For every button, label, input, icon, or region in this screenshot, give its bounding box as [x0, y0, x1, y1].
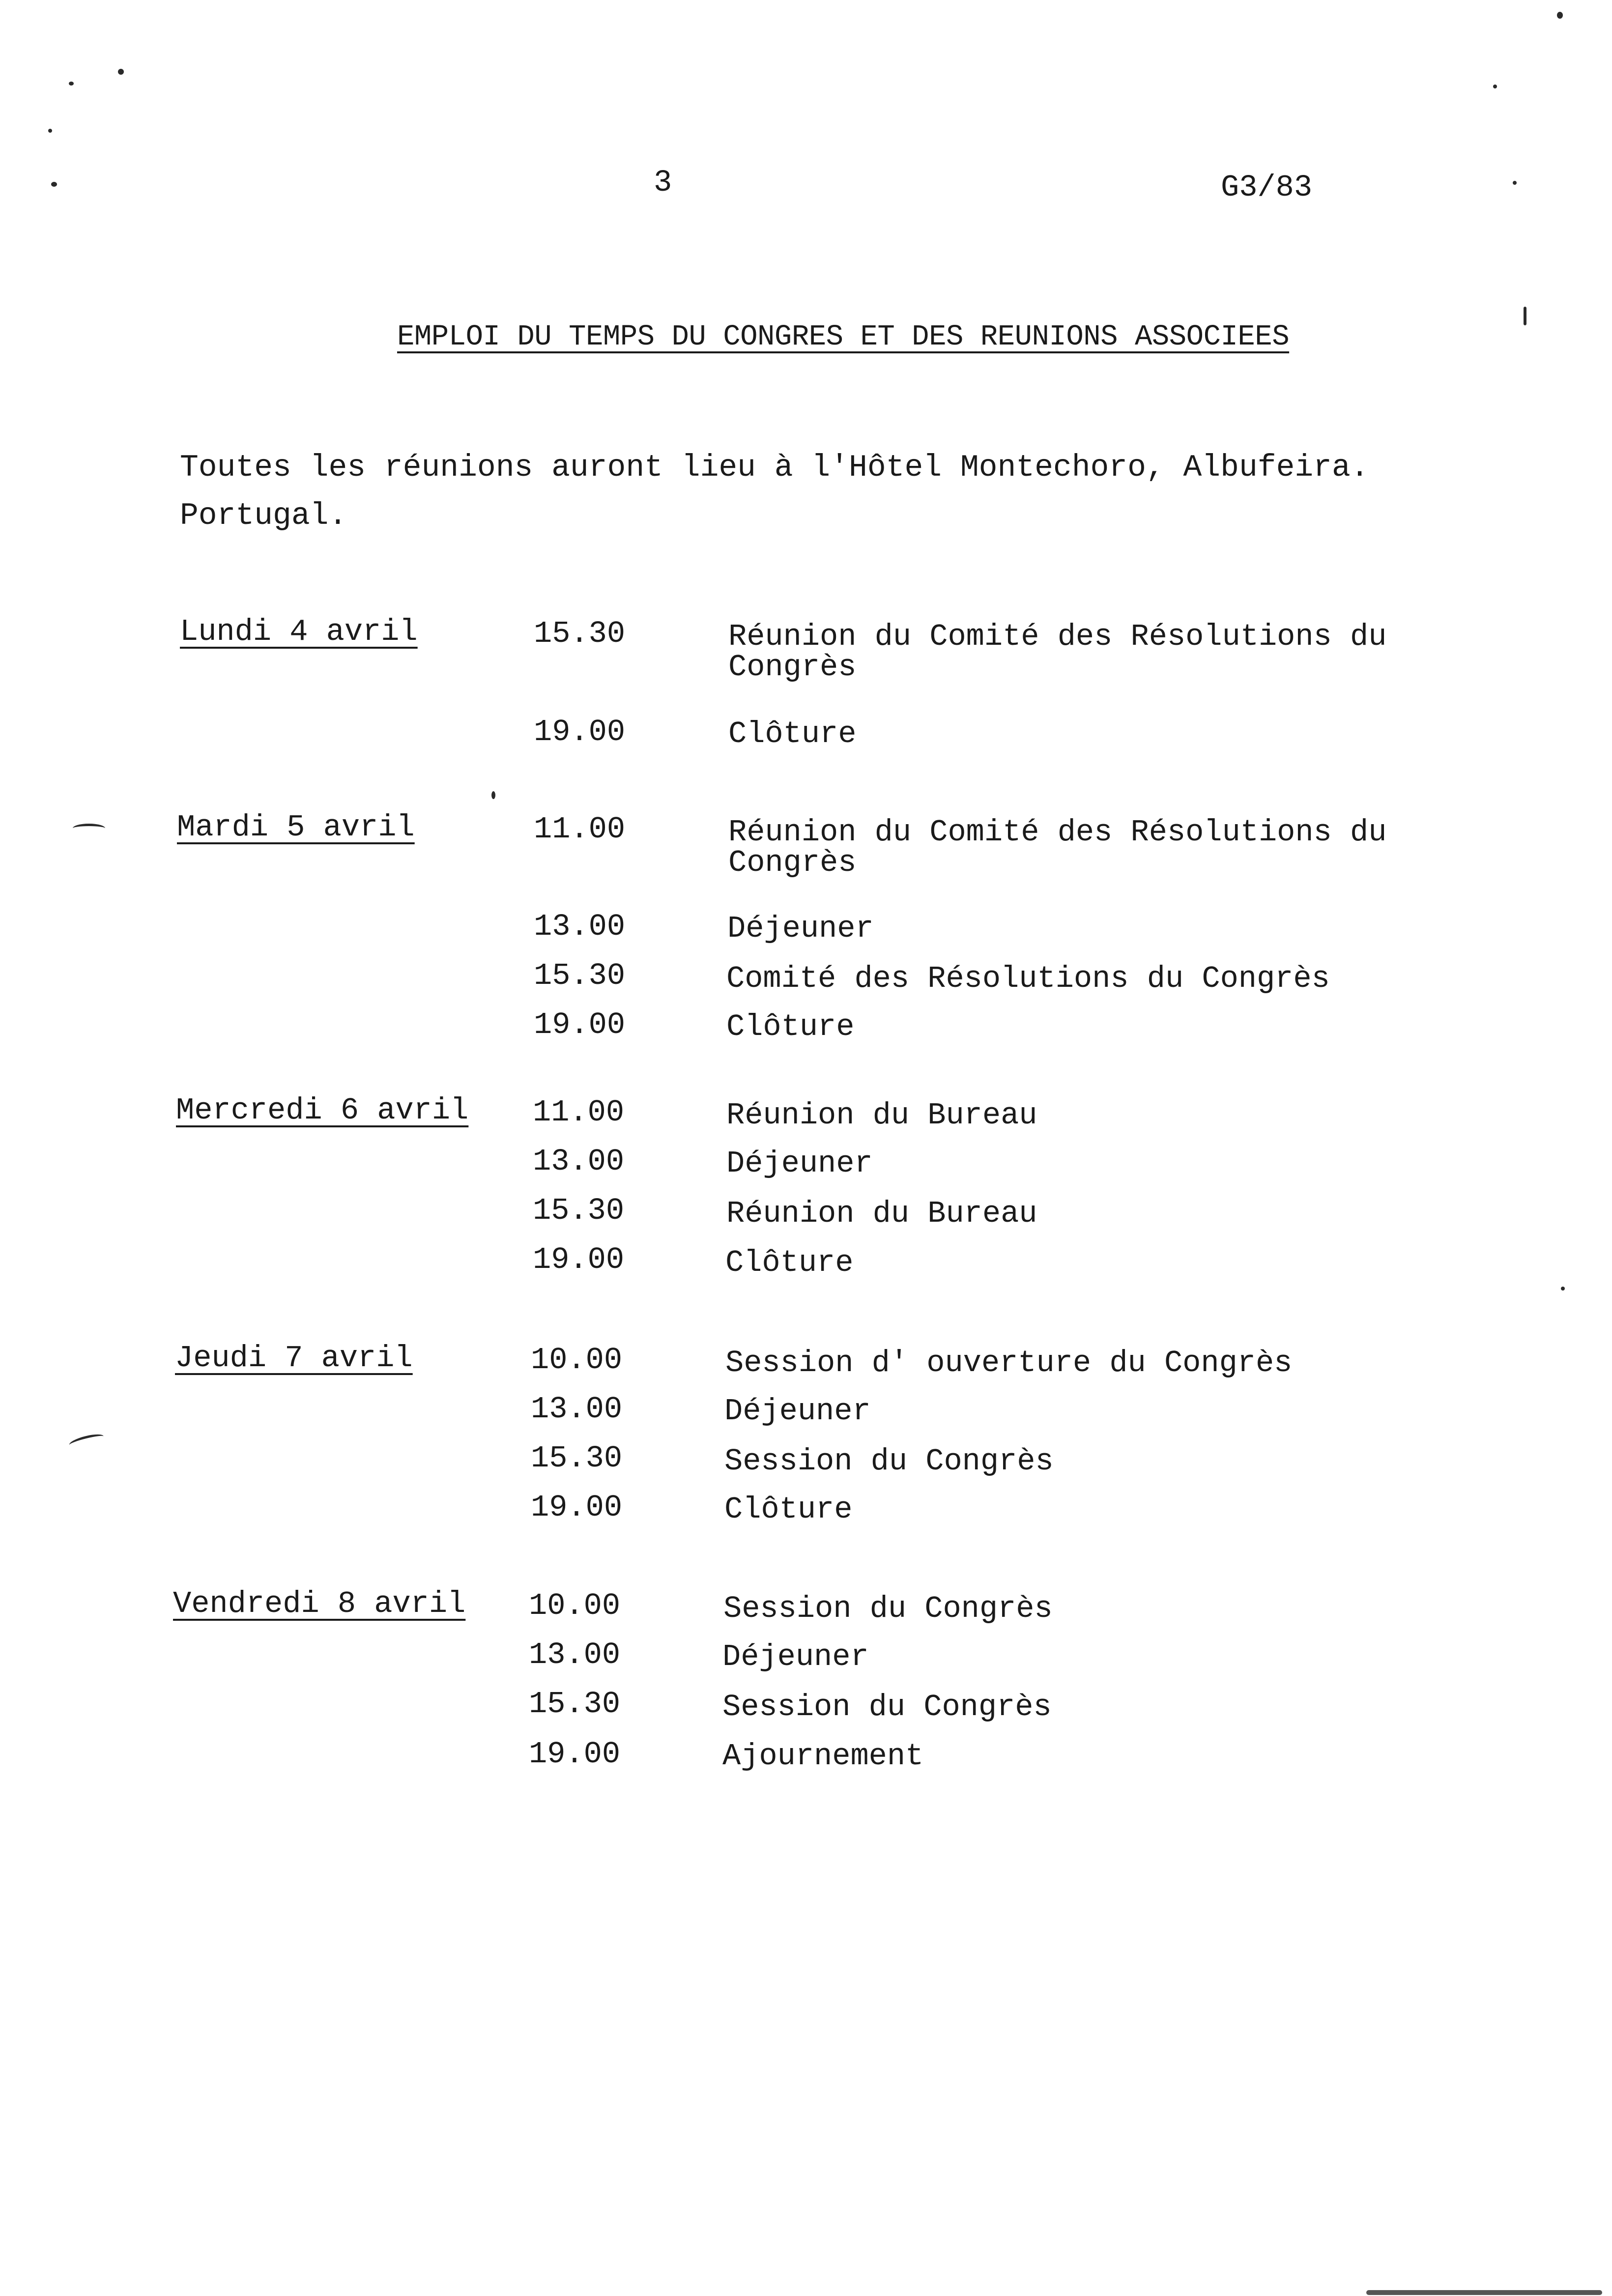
document-code: G3/83	[1221, 170, 1313, 205]
event-cell: Clôture	[724, 1492, 853, 1527]
event-cell: Déjeuner	[727, 911, 874, 946]
scan-scratch	[73, 824, 105, 833]
event-cell: Clôture	[726, 1009, 855, 1044]
intro-line-2: Portugal.	[180, 498, 347, 533]
time-cell: 19.00	[534, 1007, 626, 1042]
scan-speck	[1557, 12, 1563, 19]
day-label: Lundi 4 avril	[180, 614, 418, 649]
time-cell: 10.00	[531, 1343, 623, 1378]
event-cell: Déjeuner	[722, 1639, 869, 1674]
event-cell: Déjeuner	[726, 1146, 873, 1181]
event-cell: Clôture	[728, 717, 857, 751]
event-cell: Session d' ouverture du Congrès	[725, 1346, 1293, 1380]
time-cell: 19.00	[531, 1490, 623, 1525]
time-cell: 11.00	[533, 1095, 625, 1130]
time-cell: 13.00	[534, 909, 626, 944]
scan-speck	[1493, 85, 1497, 88]
time-cell: 13.00	[531, 1392, 623, 1427]
event-cell: Déjeuner	[724, 1394, 871, 1429]
event-cell-cont: Congrès	[728, 650, 857, 685]
page-title: EMPLOI DU TEMPS DU CONGRES ET DES REUNIONS ASSOCIEES	[397, 320, 1290, 353]
event-cell-cont: Congrès	[728, 845, 857, 880]
day-label: Vendredi 8 avril	[173, 1586, 466, 1621]
day-label: Jeudi 7 avril	[175, 1341, 413, 1376]
event-cell: Réunion du Bureau	[726, 1196, 1037, 1231]
scan-scratch	[68, 1432, 105, 1450]
page-number: 3	[654, 165, 672, 200]
scan-smudge	[1366, 2290, 1602, 2295]
scan-speck	[118, 69, 124, 75]
intro-line-1: Toutes les réunions auront lieu à l'Hôtel Montechoro, Albufeira.	[180, 450, 1369, 485]
time-cell: 13.00	[533, 1144, 625, 1179]
scan-speck	[48, 129, 52, 133]
time-cell: 19.00	[533, 1242, 625, 1277]
time-cell: 15.30	[534, 958, 626, 993]
time-cell: 15.30	[533, 1193, 625, 1228]
time-cell: 13.00	[529, 1637, 621, 1672]
event-cell: Réunion du Comité des Résolutions du	[728, 815, 1387, 850]
scan-speck	[1561, 1287, 1565, 1291]
event-cell: Session du Congrès	[722, 1690, 1052, 1724]
time-cell: 15.30	[534, 616, 626, 651]
time-cell: 19.00	[534, 715, 626, 749]
scan-speck	[1524, 307, 1526, 325]
time-cell: 15.30	[531, 1441, 623, 1476]
scan-speck	[1513, 181, 1517, 185]
event-cell: Session du Congrès	[724, 1444, 1054, 1479]
event-cell: Session du Congrès	[723, 1591, 1053, 1626]
time-cell: 11.00	[534, 812, 626, 847]
event-cell: Clôture	[725, 1245, 854, 1280]
event-cell: Réunion du Comité des Résolutions du	[728, 619, 1387, 654]
time-cell: 10.00	[529, 1588, 621, 1623]
time-cell: 19.00	[529, 1737, 621, 1772]
scan-speck	[491, 791, 495, 799]
scan-speck	[69, 82, 74, 86]
day-label: Mardi 5 avril	[177, 810, 415, 845]
day-label: Mercredi 6 avril	[176, 1093, 469, 1128]
scan-speck	[51, 182, 57, 187]
event-cell: Réunion du Bureau	[726, 1098, 1037, 1133]
time-cell: 15.30	[529, 1687, 621, 1722]
event-cell: Ajournement	[722, 1739, 924, 1774]
event-cell: Comité des Résolutions du Congrès	[726, 961, 1330, 996]
